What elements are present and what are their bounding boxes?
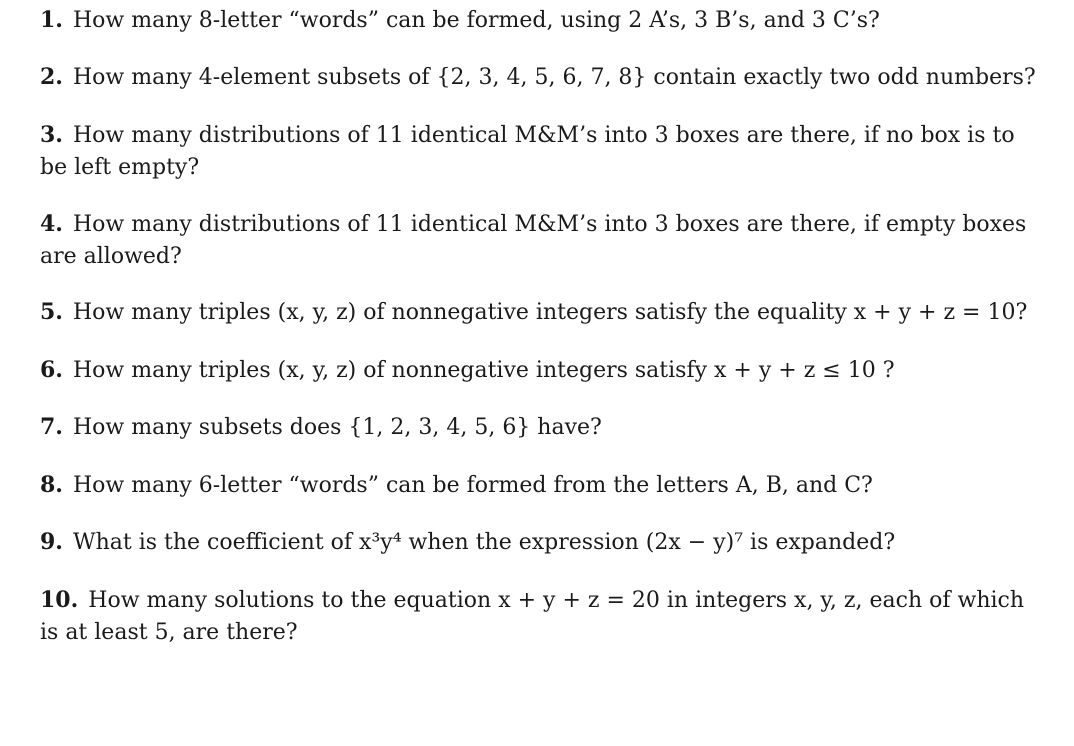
problem-9	[40, 526, 895, 559]
problem-number: 8.	[40, 472, 63, 498]
problem-text: How many solutions to the equation x + y + z = 20 in integers x, y, z, each of which	[88, 588, 1025, 613]
problem-number: 7.	[40, 414, 63, 440]
problem-number: 10.	[40, 587, 79, 613]
problem-5	[40, 296, 1027, 329]
problem-text: How many triples (x, y, z) of nonnegative integers satisfy x + y + z ≤ 10 ?	[72, 358, 895, 383]
problem-number: 6.	[40, 357, 63, 383]
problem-text: How many triples (x, y, z) of nonnegative integers satisfy the equality x + y + z = 10?	[72, 300, 1028, 325]
problem-text-continued: is at least 5, are there?	[40, 620, 298, 645]
problem-8	[40, 469, 873, 502]
problem-10	[40, 584, 1024, 649]
problem-number: 3.	[40, 122, 63, 148]
problem-4	[40, 208, 1026, 273]
problem-text: How many 6-letter “words” can be formed from the letters A, B, and C?	[72, 473, 873, 498]
problem-text: How many 8-letter “words” can be formed, using 2 A’s, 3 B’s, and 3 C’s?	[72, 8, 880, 33]
problem-text: How many distributions of 11 identical M&M’s into 3 boxes are there, if empty boxes	[72, 212, 1027, 237]
problem-text: How many distributions of 11 identical M&M’s into 3 boxes are there, if no box is to	[72, 123, 1015, 148]
problem-text-continued: be left empty?	[40, 155, 200, 180]
problem-text: How many 4-element subsets of {2, 3, 4, 5, 6, 7, 8} contain exactly two odd numbers?	[72, 65, 1036, 90]
problem-2	[40, 61, 1036, 94]
problem-3	[40, 119, 1015, 184]
problem-7	[40, 411, 602, 444]
problem-text: How many subsets does {1, 2, 3, 4, 5, 6} have?	[72, 415, 602, 440]
problem-text: What is the coefficient of x³y⁴ when the expression (2x − y)⁷ is expanded?	[72, 530, 896, 555]
problem-text-continued: are allowed?	[40, 244, 182, 269]
problem-number: 2.	[40, 64, 63, 90]
problem-number: 5.	[40, 299, 63, 325]
problem-number: 9.	[40, 529, 63, 555]
problem-6	[40, 354, 895, 387]
problem-number: 1.	[40, 7, 63, 33]
problem-1	[40, 4, 880, 37]
problem-number: 4.	[40, 211, 63, 237]
